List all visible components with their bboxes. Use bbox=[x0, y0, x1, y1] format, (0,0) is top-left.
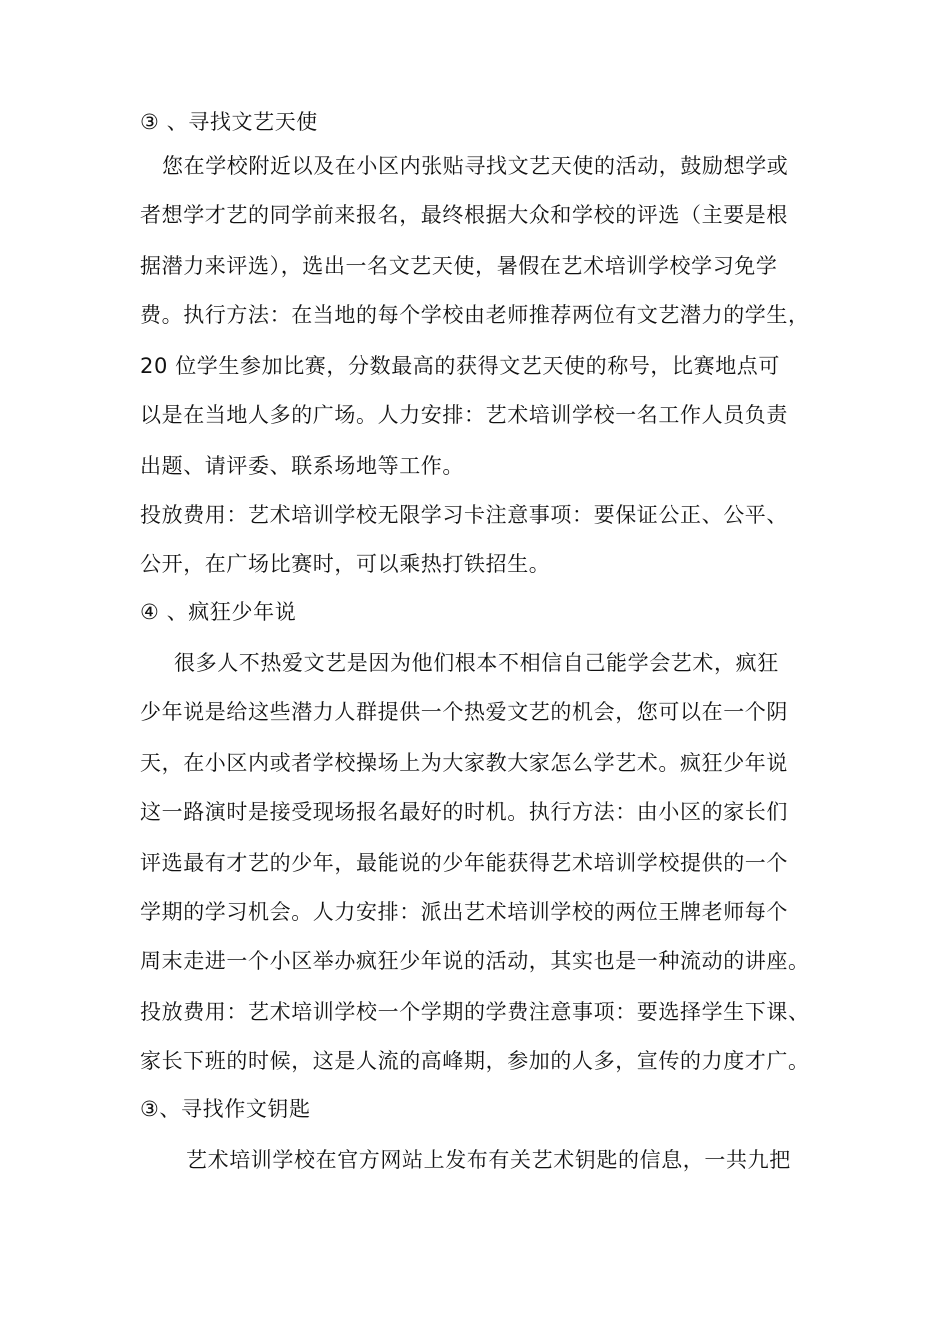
paragraph-line: 艺术培训学校在官方网站上发布有关艺术钥匙的信息，一共九把 bbox=[186, 1148, 791, 1172]
paragraph-line: 投放费用：艺术培训学校无限学习卡注意事项：要保证公正、公平、 bbox=[140, 503, 788, 527]
section-heading: ④ 、疯狂少年说 bbox=[140, 600, 297, 624]
paragraph-line: 周末走进一个小区举办疯狂少年说的活动，其实也是一种流动的讲座。 bbox=[140, 949, 810, 973]
paragraph-line: 学期的学习机会。人力安排：派出艺术培训学校的两位王牌老师每个 bbox=[140, 900, 788, 924]
paragraph-line: 以是在当地人多的广场。人力安排：艺术培训学校一名工作人员负责 bbox=[140, 403, 788, 427]
paragraph-line: 据潜力来评选），选出一名文艺天使，暑假在艺术培训学校学习免学 bbox=[140, 254, 778, 278]
paragraph-line: 这一路演时是接受现场报名最好的时机。执行方法：由小区的家长们 bbox=[140, 800, 788, 824]
section-heading: ③ 、寻找文艺天使 bbox=[140, 110, 318, 134]
section-heading: ③、寻找作文钥匙 bbox=[140, 1097, 311, 1121]
paragraph-line: 投放费用：艺术培训学校一个学期的学费注意事项：要选择学生下课、 bbox=[140, 1000, 810, 1024]
paragraph-line: 评选最有才艺的少年，最能说的少年能获得艺术培训学校提供的一个 bbox=[140, 851, 788, 875]
paragraph-line: 者想学才艺的同学前来报名，最终根据大众和学校的评选（主要是根 bbox=[140, 203, 788, 227]
paragraph-line: 20 位学生参加比赛，分数最高的获得文艺天使的称号，比赛地点可 bbox=[140, 354, 780, 378]
paragraph-line: 公开，在广场比赛时，可以乘热打铁招生。 bbox=[140, 552, 551, 576]
paragraph-line: 费。执行方法：在当地的每个学校由老师推荐两位有文艺潜力的学生， bbox=[140, 303, 810, 327]
paragraph-line: 很多人不热爱文艺是因为他们根本不相信自己能学会艺术，疯狂 bbox=[174, 651, 779, 675]
paragraph-line: 天，在小区内或者学校操场上为大家教大家怎么学艺术。疯狂少年说 bbox=[140, 751, 788, 775]
paragraph-line: 您在学校附近以及在小区内张贴寻找文艺天使的活动，鼓励想学或 bbox=[162, 154, 789, 178]
paragraph-line: 少年说是给这些潜力人群提供一个热爱文艺的机会，您可以在一个阴 bbox=[140, 700, 788, 724]
paragraph-line: 家长下班的时候，这是人流的高峰期，参加的人多，宣传的力度才广。 bbox=[140, 1049, 810, 1073]
paragraph-line: 出题、请评委、联系场地等工作。 bbox=[140, 454, 464, 478]
